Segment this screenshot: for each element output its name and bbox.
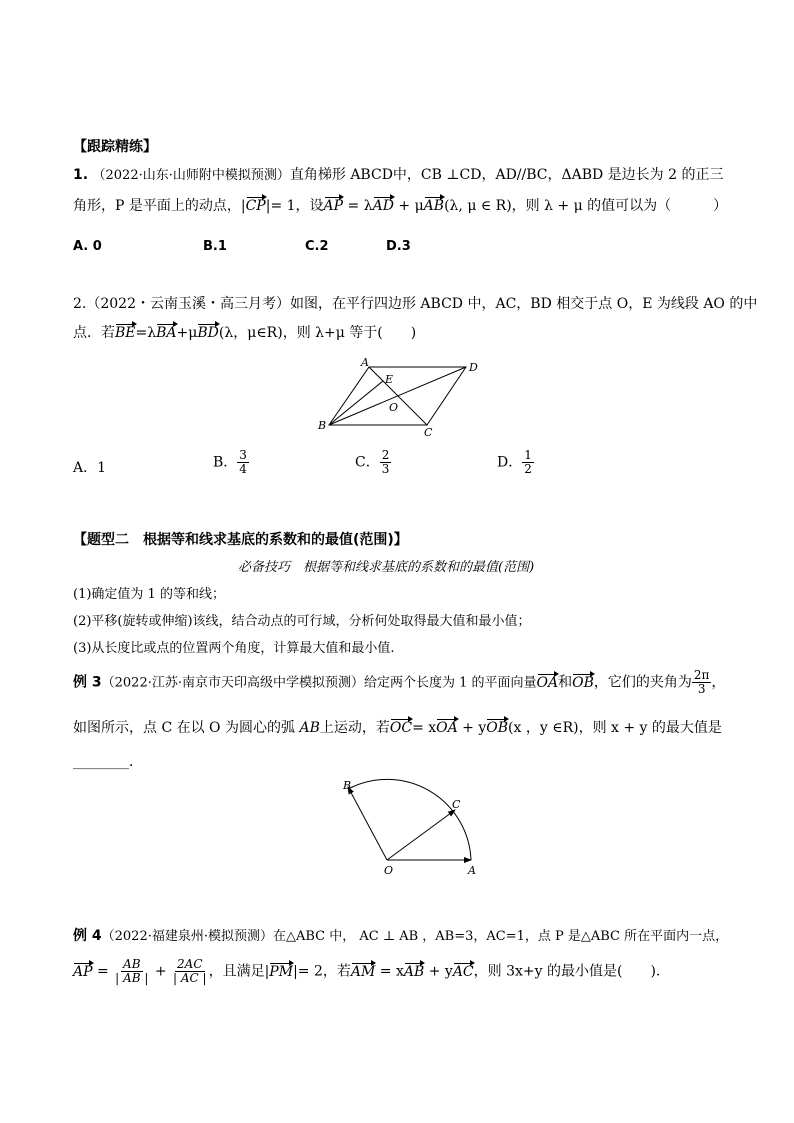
q2-number: 2. — [73, 296, 87, 312]
option-prefix: D． — [497, 454, 523, 471]
label-a: A — [361, 356, 369, 369]
q1-text: 角形，P 是平面上的动点，| — [73, 198, 246, 214]
q2-text: 点．若 — [73, 325, 115, 341]
ex3-answer-blank[interactable]: ________． — [73, 754, 143, 770]
q2-stem-line1: （2022・云南玉溪・高三月考）如图，在平行四边形 ABCD 中，AC，BD 相交于点 O，E 为线段 AO 的中 — [86, 296, 758, 312]
vector-oa: OA — [436, 720, 458, 736]
ex3-text: = x — [412, 720, 437, 736]
ex4-text: + — [150, 963, 172, 980]
vector-oc: OC — [389, 720, 413, 736]
angle-numerator: 2π — [693, 668, 710, 682]
vector-bd: BD — [197, 325, 219, 341]
ex4-text: （2022·福建泉州·模拟预测）在△ABC 中， AC ⊥ AB ，AB=3，AC=1，点 P 是△ABC 所在平面内一点， — [101, 929, 729, 944]
ex4-label: 例 4 — [73, 928, 102, 944]
ex4-text: = — [92, 963, 114, 980]
q1-text: + μ — [393, 198, 424, 214]
type2-title: 【题型二 根据等和线求基底的系数和的最值(范围)】 — [73, 532, 408, 548]
arc-ab: AB — [299, 720, 320, 736]
q1-text: = λ — [343, 198, 373, 214]
q2-option-d[interactable] — [497, 449, 534, 476]
angle-denominator: 3 — [697, 682, 706, 696]
ex4-text: = x — [375, 963, 404, 980]
fraction-denominator: | AB | — [115, 971, 149, 985]
label-o: O — [389, 401, 399, 414]
q2-line2 — [73, 322, 416, 342]
ex4-text: ，且满足| — [208, 963, 270, 980]
step-3: (3)从长度比或点的位置两个角度，计算最大值和最小值. — [73, 641, 395, 656]
fraction-denominator: | AC | — [173, 971, 207, 985]
vector-am: AM — [350, 963, 376, 980]
vector-ap: AP — [73, 963, 93, 980]
fraction-numerator: 2AC — [177, 957, 203, 971]
q1-source: （2022·山东·山师附中模拟预测） — [92, 168, 290, 183]
ex3-line1 — [73, 669, 725, 696]
label-d: D — [469, 361, 478, 374]
vector-ba: BA — [156, 325, 177, 341]
skill-title: 必备技巧 根据等和线求基底的系数和的最值(范围) — [238, 560, 535, 575]
q1-line2 — [73, 195, 727, 215]
q2-option-b[interactable] — [213, 449, 249, 476]
q1-option-b[interactable]: B.1 — [203, 239, 227, 254]
q1-stem-line1: 直角梯形 ABCD中，CB ⊥CD，AD//BC，ΔABD 是边长为 2 的正三 — [289, 167, 724, 183]
ex3-text: 和 — [558, 674, 573, 691]
vector-pm: PM — [269, 963, 294, 980]
fraction-numerator: 3 — [239, 448, 247, 462]
ex4-text: + y — [424, 963, 453, 980]
q1-text: |= 1，设 — [265, 198, 324, 214]
vector-ob: OB — [572, 674, 594, 691]
label-e: E — [385, 373, 394, 386]
ex3-text: 如图所示，点 C 在以 O 为圆心的弧 — [73, 720, 300, 736]
q2-text: +μ — [176, 325, 198, 341]
q2-text: (λ，μ∈R)，则 λ+μ 等于( ) — [218, 325, 417, 341]
ex4-line2 — [73, 958, 660, 985]
vector-ab: AB — [403, 963, 425, 980]
arc-figure — [338, 772, 488, 880]
ex4-text: ，则 3x+y 的最小值是( ). — [473, 963, 661, 980]
label-b: B — [318, 419, 327, 432]
step-1: (1)确定值为 1 的等和线； — [73, 587, 225, 602]
vector-cp: CP — [245, 198, 266, 214]
q1-option-d[interactable]: D.3 — [386, 239, 411, 254]
q2-option-a[interactable]: A．1 — [73, 460, 107, 476]
fraction-denominator: 2 — [524, 462, 532, 476]
parallelogram-figure — [312, 355, 492, 440]
vector-be: BE — [115, 325, 136, 341]
label-c: C — [452, 798, 461, 811]
label-c: C — [424, 426, 433, 439]
step-2: (2)平移(旋转或伸缩)该线，结合动点的可行域，分析何处取得最大值和最小值； — [73, 614, 531, 629]
ex3-text: + y — [457, 720, 487, 736]
q1-text: (λ, μ ∈ R)，则 λ + μ 的值可以为（ ） — [444, 198, 728, 214]
fraction-numerator: 1 — [524, 448, 532, 462]
label-o: O — [384, 864, 394, 877]
ex3-text: (x ，y ∈R)，则 x + y 的最大值是 — [508, 720, 722, 736]
q1-option-c[interactable]: C.2 — [305, 239, 329, 254]
vector-oa: OA — [536, 674, 559, 691]
q2-option-c[interactable] — [355, 449, 391, 476]
vector-ab: AB — [423, 198, 445, 214]
ex3-text: ，它们的夹角为 — [593, 674, 692, 691]
ex3-line2 — [73, 717, 722, 737]
label-b: B — [343, 779, 352, 792]
fraction-denominator: 3 — [381, 462, 390, 476]
option-prefix: C． — [355, 454, 380, 471]
q2-text: =λ — [135, 325, 157, 341]
q1-option-a[interactable]: A. 0 — [73, 239, 102, 254]
vector-ap: AP — [323, 198, 344, 214]
fraction-numerator: 2 — [381, 448, 390, 462]
ex4-line1 — [73, 925, 728, 945]
q1-number: 1. — [73, 167, 89, 183]
ex3-text: 上运动，若 — [319, 720, 390, 736]
ex3-label: 例 3 — [73, 674, 102, 691]
section-header: 【跟踪精练】 — [73, 139, 157, 155]
ex3-text: （2022·江苏·南京市天印高级中学模拟预测）给定两个长度为 1 的平面向量 — [101, 675, 537, 691]
q1-line1 — [73, 164, 724, 184]
option-prefix: B． — [213, 454, 238, 471]
fraction-numerator: AB — [123, 957, 141, 971]
vector-ad: AD — [372, 198, 394, 214]
vector-ac: AC — [452, 963, 474, 980]
ex4-text: |= 2，若 — [293, 963, 351, 980]
label-a: A — [468, 864, 476, 877]
ex3-text: ， — [711, 674, 726, 691]
q2-line1 — [73, 293, 757, 313]
vector-ob: OB — [486, 720, 509, 736]
fraction-denominator: 4 — [239, 462, 247, 476]
